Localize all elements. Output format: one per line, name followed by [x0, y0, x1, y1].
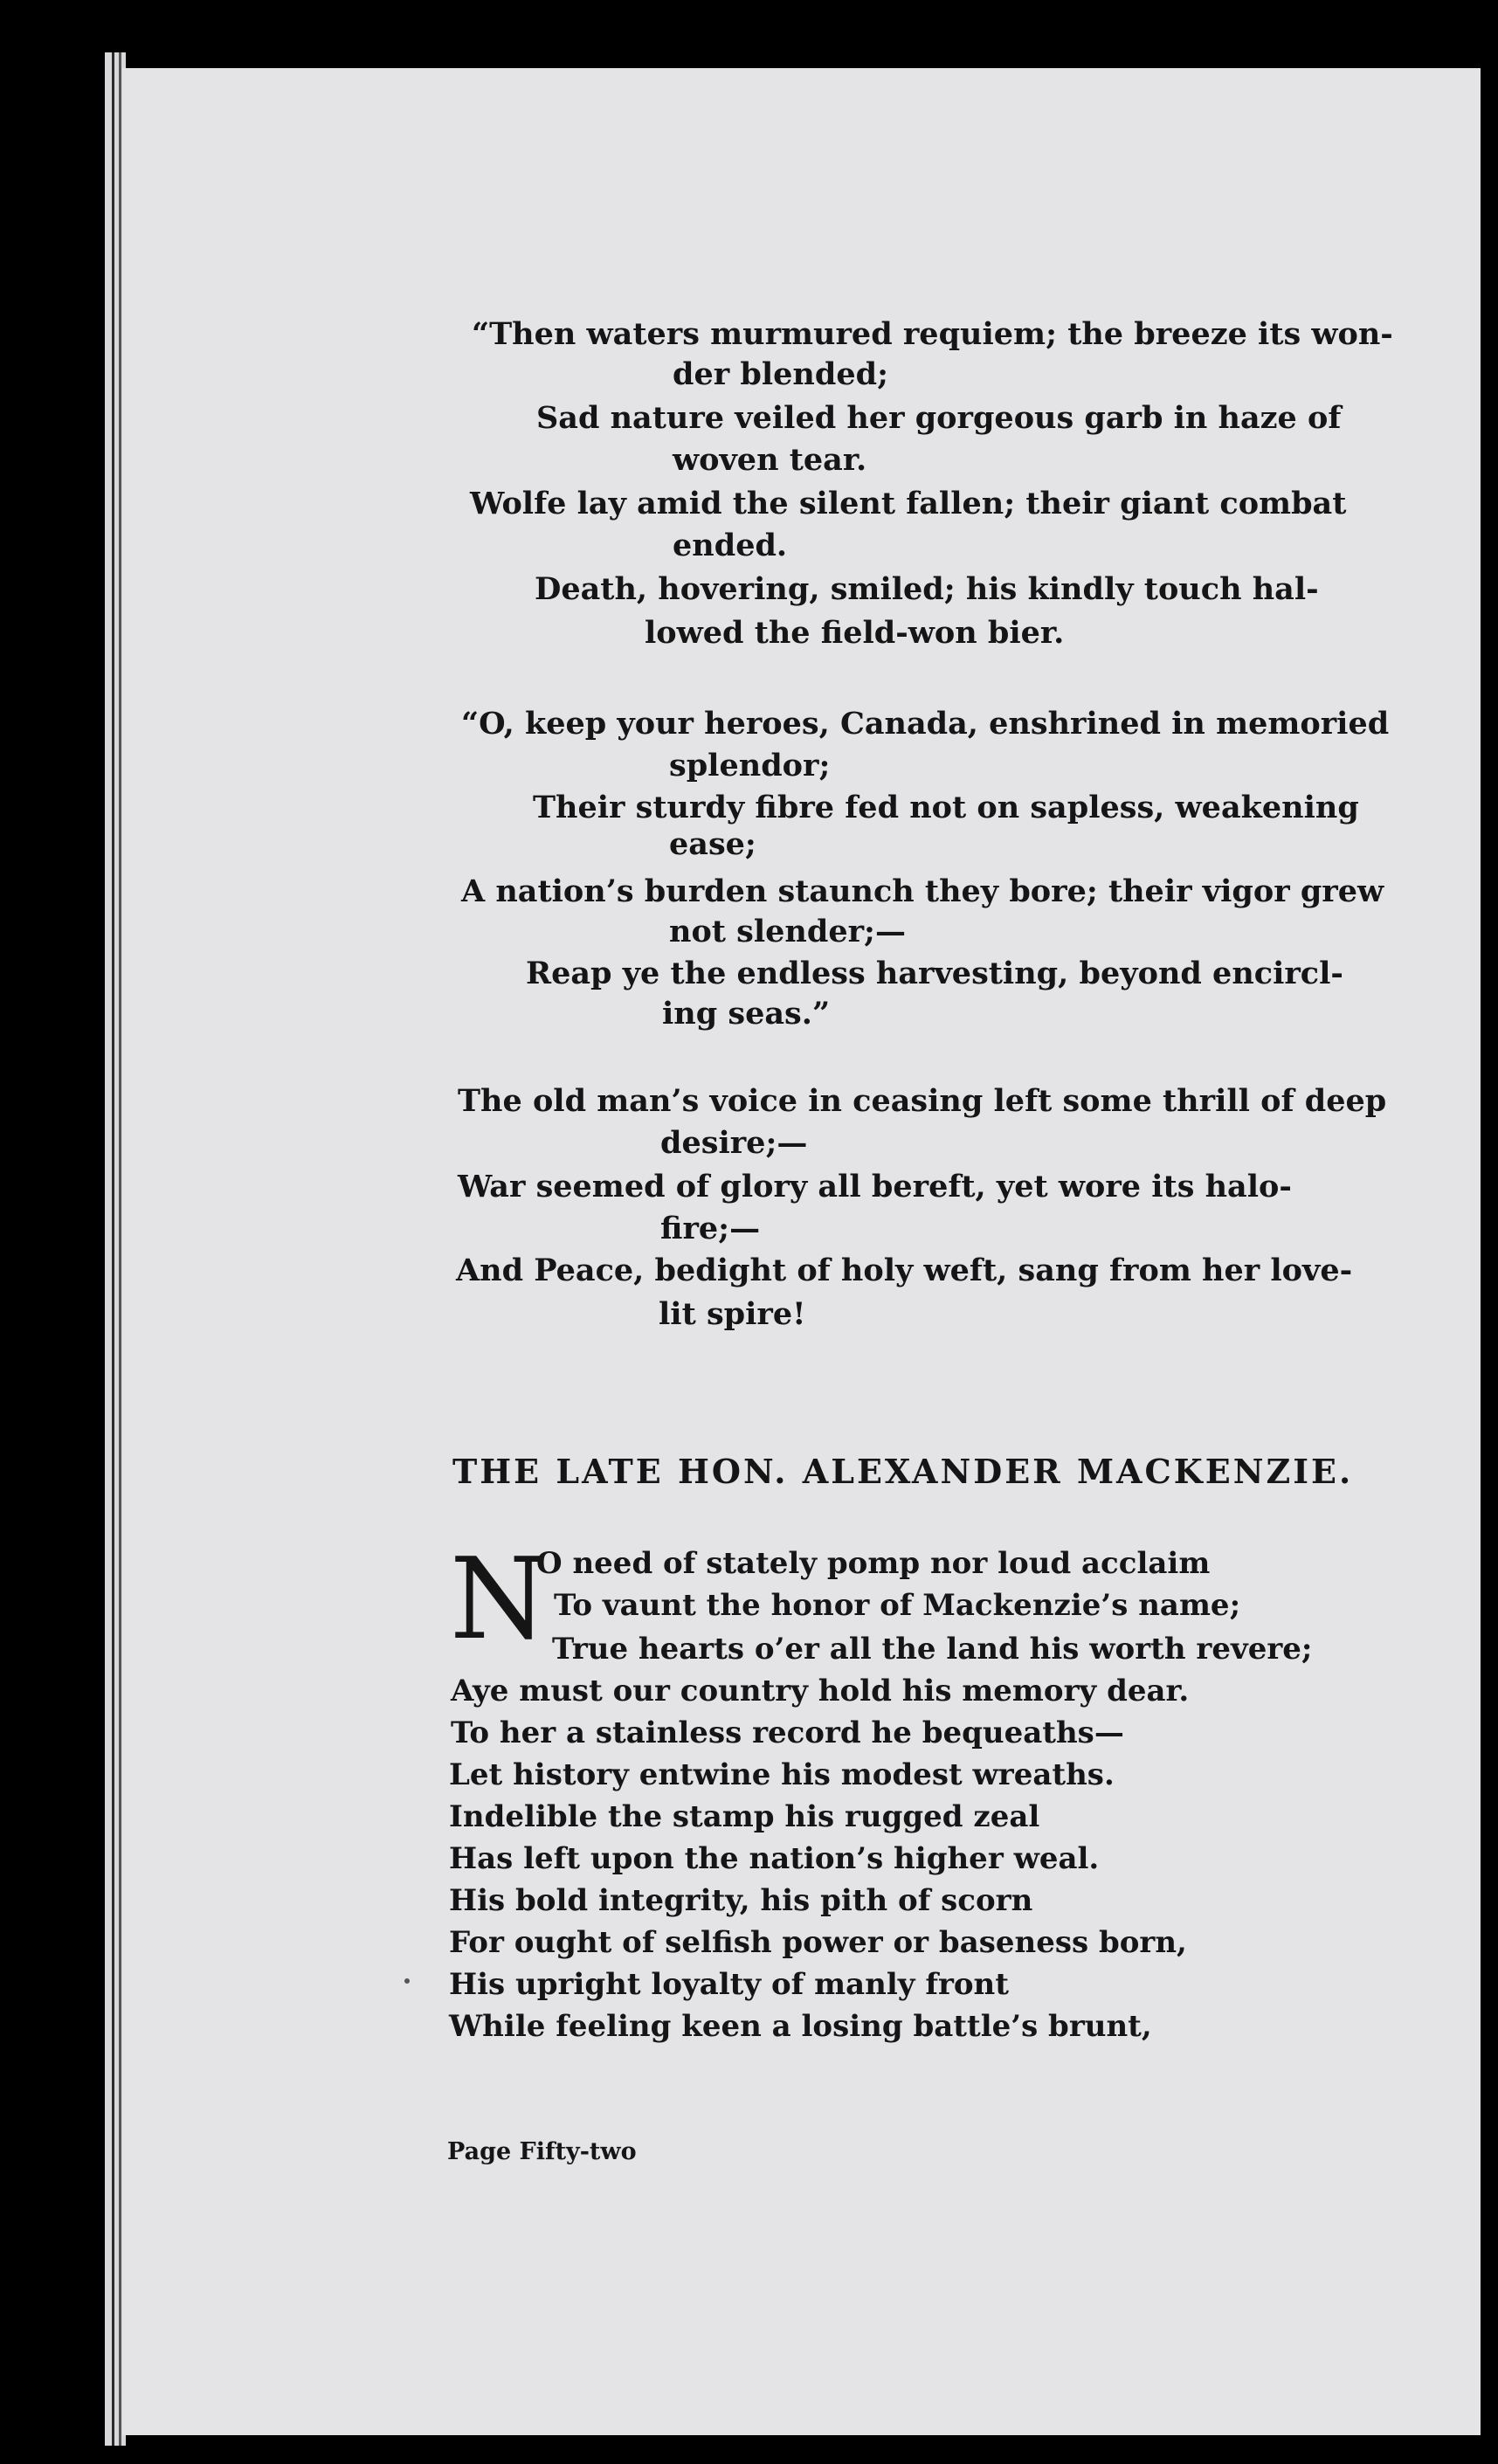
drop-cap: N	[450, 1535, 548, 1665]
verse-line: War seemed of glory all bereft, yet wore its halo-	[458, 1169, 1292, 1204]
page-number: Page Fifty-two	[447, 2138, 637, 2165]
page-edge-line	[119, 52, 121, 2446]
verse-line: lit spire!	[659, 1296, 806, 1332]
verse-line: lowed the field-won bier.	[645, 615, 1065, 651]
verse-line: And Peace, bedight of holy weft, sang from her love-	[456, 1253, 1353, 1288]
verse-line: Their sturdy fibre fed not on sapless, weakening	[533, 790, 1359, 825]
verse-line: “O, keep your heroes, Canada, enshrined in memoried	[461, 706, 1390, 742]
verse-line: Death, hovering, smiled; his kindly touch hal-	[535, 571, 1319, 607]
verse-line: Sad nature veiled her gorgeous garb in haze of	[536, 400, 1342, 436]
verse-line: desire;—	[660, 1125, 808, 1161]
verse-line: not slender;—	[669, 914, 906, 949]
verse-line: O need of stately pomp nor loud acclaim	[536, 1546, 1211, 1581]
verse-line: To her a stainless record he bequeaths—	[451, 1715, 1124, 1750]
verse-line: The old man’s voice in ceasing left some thrill of deep	[458, 1083, 1387, 1119]
verse-line: ing seas.”	[662, 996, 831, 1032]
verse-line: Reap ye the endless harvesting, beyond encircl-	[526, 956, 1343, 991]
ink-speck	[404, 1978, 410, 1984]
verse-line: der blended;	[673, 356, 888, 392]
verse-line: Let history entwine his modest wreaths.	[449, 1757, 1115, 1792]
verse-line: True hearts o’er all the land his worth revere;	[552, 1632, 1313, 1667]
verse-line: A nation’s burden staunch they bore; their vigor grew	[461, 873, 1384, 909]
verse-line: fire;—	[660, 1211, 761, 1246]
verse-line: ease;	[669, 826, 756, 862]
verse-line: woven tear.	[673, 442, 867, 478]
verse-line: While feeling keen a losing battle’s brunt,	[449, 2009, 1152, 2044]
verse-line: His bold integrity, his pith of scorn	[449, 1883, 1033, 1918]
poem-title: THE LATE HON. ALEXANDER MACKENZIE.	[452, 1452, 1354, 1491]
verse-line: splendor;	[669, 748, 831, 783]
verse-line: ended.	[673, 528, 788, 563]
verse-line: To vaunt the honor of Mackenzie’s name;	[554, 1588, 1241, 1623]
verse-line: Has left upon the nation’s higher weal.	[449, 1841, 1100, 1876]
verse-line: “Then waters murmured requiem; the breeze its won-	[472, 316, 1393, 352]
verse-line: Indelible the stamp his rugged zeal	[449, 1799, 1040, 1834]
verse-line: His upright loyalty of manly front	[449, 1967, 1009, 2002]
verse-line: Aye must our country hold his memory dear.	[451, 1674, 1190, 1708]
verse-line: For ought of selfish power or baseness born,	[449, 1925, 1187, 1960]
page-edge-line	[112, 52, 114, 2446]
verse-line: Wolfe lay amid the silent fallen; their giant combat	[470, 486, 1347, 521]
